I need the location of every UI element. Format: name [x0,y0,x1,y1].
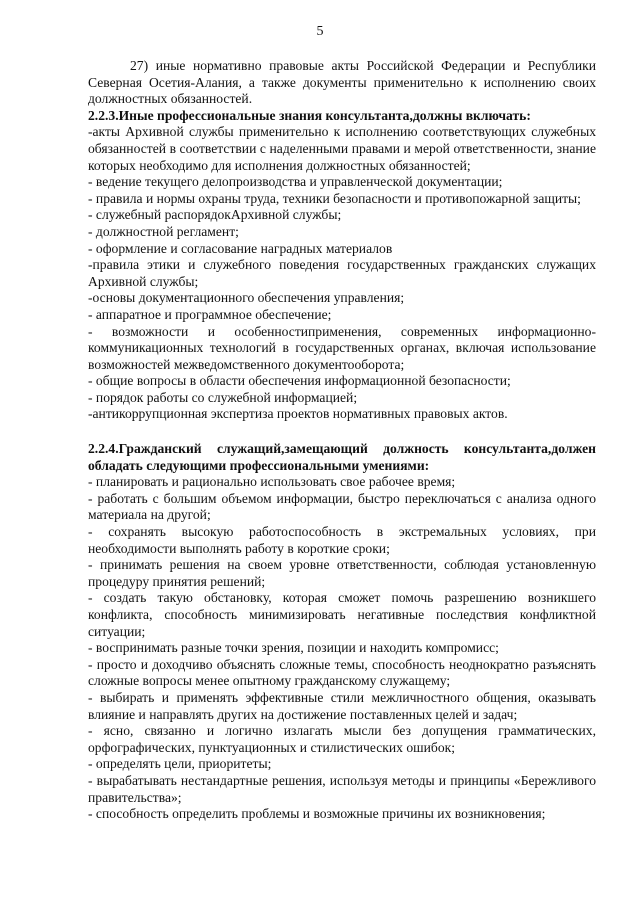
document-body [88,58,596,823]
section-spacer [88,423,596,441]
list-item: - ведение текущего делопроизводства и управленческой документации; [88,174,503,190]
intro-paragraph: 27) иные нормативно правовые акты Российской Федерации и Республики Северная Осетия-Алания, а также документы применительно к исполнению своих должностных обязанностей. [88,58,596,107]
list-item: - порядок работы со служебной информацией; [88,389,358,405]
list-item: - воспринимать разные точки зрения, позиции и находить компромисс; [88,640,499,656]
list-item: - общие вопросы в области обеспечения информационной безопасности; [88,373,511,389]
list-item: - ясно, связанно и логично излагать мысли без допущения грамматических, орфографических, пунктуационных и стилистических ошибок; [88,723,596,755]
list-item: - создать такую обстановку, которая сможет помочь разрешению возникшего конфликта, способность минимизировать негативные последствия конфликтной ситуации; [88,590,596,639]
list-item: - принимать решения на своем уровне ответственности, соблюдая установленную процедуру принятия решений; [88,557,596,589]
list-item: -основы документационного обеспечения управления; [88,290,405,306]
list-item: -антикоррупционная экспертиза проектов нормативных правовых актов. [88,406,508,422]
list-item: - должностной регламент; [88,223,239,239]
section-heading-knowledge: 2.2.3.Иные профессиональные знания консультанта,должны включать: [88,107,531,123]
list-item: - служебный распорядокАрхивной службы; [88,207,342,223]
section-heading-skills: 2.2.4.Гражданский служащий,замещающий должность консультанта,должен обладать следующими профессиональными умениями: [88,441,596,473]
list-item: - выбирать и применять эффективные стили межличностного общения, оказывать влияние и направлять других на достижение поставленных целей и задач; [88,689,596,722]
list-item: - правила и нормы охраны труда, техники безопасности и противопожарной защиты; [88,190,581,206]
list-item: -правила этики и служебного поведения государственных гражданских служащих Архивной службы; [88,257,596,289]
list-item: - способность определить проблемы и возможные причины их возникновения; [88,806,546,822]
list-item: - работать с большим объемом информации, быстро переключаться с анализа одного материала на другой; [88,490,596,523]
list-item: - планировать и рационально использовать свое рабочее время; [88,474,456,490]
list-item: - вырабатывать нестандартные решения, используя методы и принципы «Бережливого правительства»; [88,772,596,805]
list-item: - аппаратное и программное обеспечение; [88,306,332,322]
list-item: - определять цели, приоритеты; [88,756,272,772]
list-item: - возможности и особенностиприменения, современных информационно-коммуникационных технологий в государственных органах, включая использование возможностей межведомственного документооборота; [88,323,596,372]
list-item: - оформление и согласование наградных материалов [88,240,393,256]
list-item: - просто и доходчиво объяснять сложные темы, способность неоднократно разъяснять сложные вопросы менее опытному гражданскому служащему; [88,656,596,689]
list-item: -акты Архивной службы применительно к исполнению соответствующих служебных обязанностей в соответствии с наделенными правами и мерой ответственности, знание которых необходимо для исполнения должностных обязанностей; [88,124,596,173]
list-item: - сохранять высокую работоспособность в экстремальных условиях, при необходимости выполнять работу в короткие сроки; [88,524,596,556]
page-number: 5 [316,24,324,39]
